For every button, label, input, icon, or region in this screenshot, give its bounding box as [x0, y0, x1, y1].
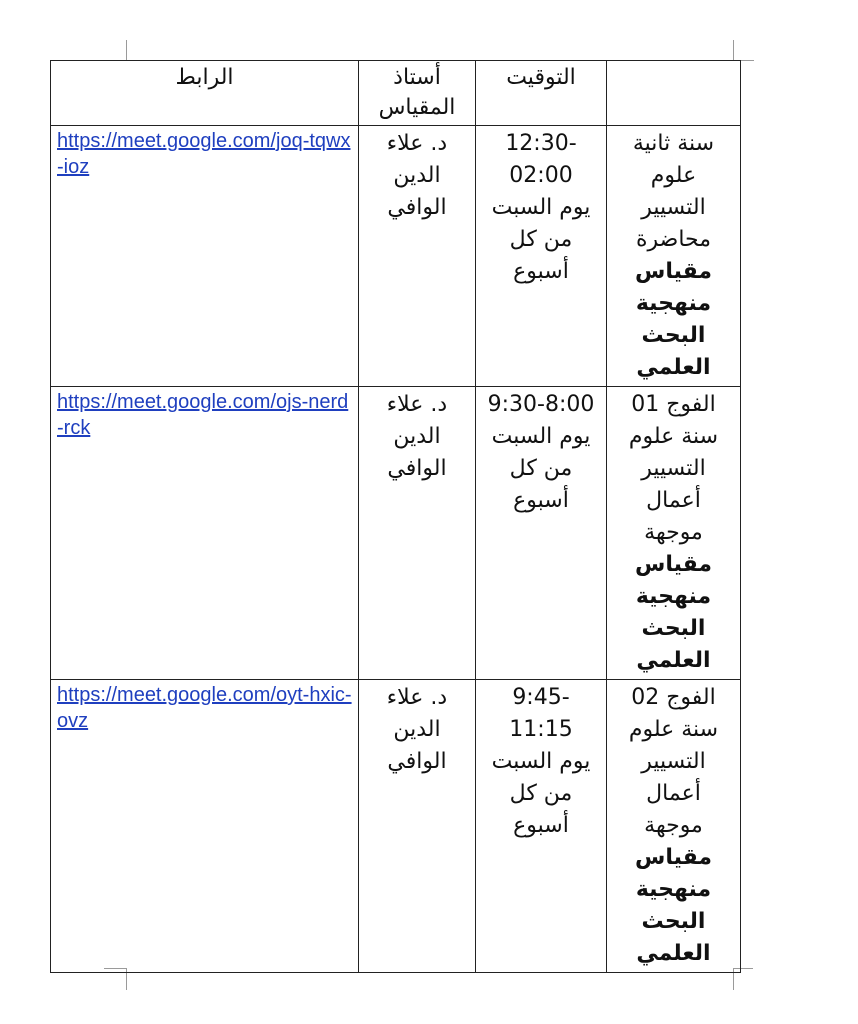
table-row [51, 126, 741, 387]
header-row [51, 61, 741, 126]
course-cell: سنة ثانية علوم التسيير محاضرة مقياس منهجية البحث العلمي [607, 126, 741, 387]
meet-link[interactable]: https://meet.google.com/joq-tqwx-ioz [57, 130, 351, 178]
table-row [51, 680, 741, 973]
course-cell: الفوج 01 سنة علوم التسيير أعمال موجهة مقياس منهجية البحث العلمي [607, 387, 741, 680]
professor-cell: د. علاء الدين الوافي [359, 387, 476, 680]
schedule-table [50, 60, 741, 973]
table-row [51, 387, 741, 680]
time-cell: -9:45 11:15 يوم السبت من كل أسبوع [476, 680, 607, 973]
link-cell [51, 387, 359, 680]
header-course [607, 61, 741, 126]
time-cell: 9:30-8:00 يوم السبت من كل أسبوع [476, 387, 607, 680]
crop-mark-top-left [126, 40, 127, 60]
course-cell: الفوج 02 سنة علوم التسيير أعمال موجهة مقياس منهجية البحث العلمي [607, 680, 741, 973]
header-professor: أستاذ المقياس [359, 61, 476, 126]
time-cell: -12:30 02:00 يوم السبت من كل أسبوع [476, 126, 607, 387]
link-cell [51, 680, 359, 973]
meet-link[interactable]: https://meet.google.com/oyt-hxic-ovz [57, 684, 352, 732]
professor-cell: د. علاء الدين الوافي [359, 680, 476, 973]
professor-cell: د. علاء الدين الوافي [359, 126, 476, 387]
meet-link[interactable]: https://meet.google.com/ojs-nerd-rck [57, 391, 349, 439]
crop-mark-right-top [740, 60, 754, 61]
link-cell [51, 126, 359, 387]
crop-mark-top-right [733, 40, 734, 60]
header-time: التوقيت [476, 61, 607, 126]
header-link: الرابط [51, 61, 359, 126]
